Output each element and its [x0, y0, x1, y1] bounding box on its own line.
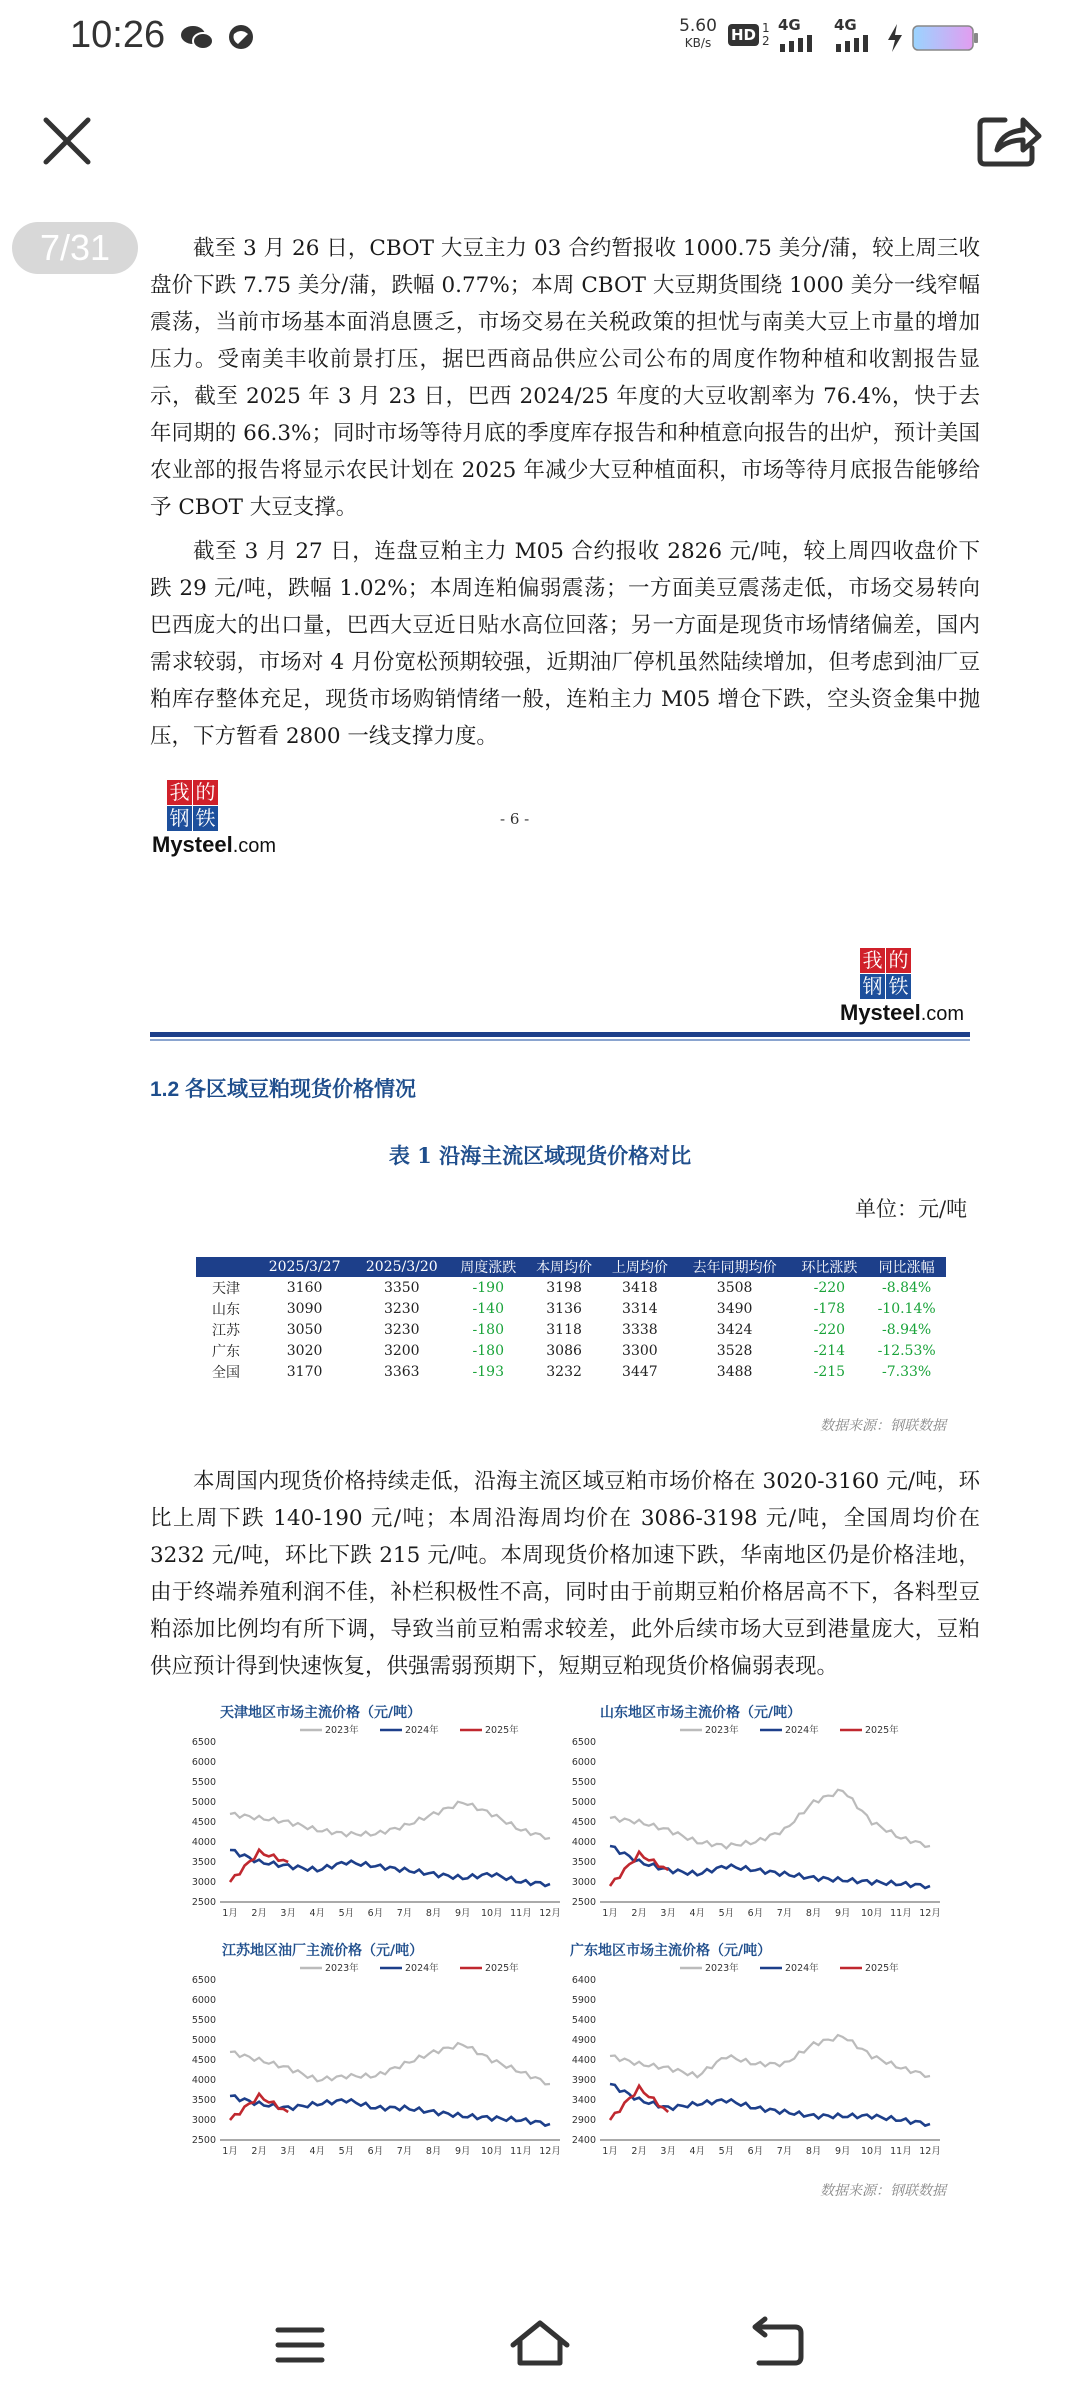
column-header: 周度涨跌: [450, 1257, 526, 1277]
mysteel-logo: [152, 780, 287, 860]
table-row: [196, 1277, 946, 1298]
x-tick-label: 5月: [338, 1908, 355, 1919]
logo-char: 的: [886, 948, 911, 973]
table-cell: 3314: [622, 1300, 658, 1317]
x-tick-label: 4月: [689, 1908, 706, 1919]
wechat-icon: [180, 24, 214, 50]
table-header-row: [196, 1257, 946, 1277]
menu-icon: [278, 2330, 322, 2360]
y-tick-label: 3900: [571, 2075, 596, 2086]
page-number: - 6 -: [500, 810, 530, 828]
logo-brand: Mysteel: [840, 1000, 921, 1025]
y-tick-label: 3000: [571, 1877, 596, 1888]
table-row: [196, 1340, 946, 1361]
table-cell: -10.14%: [877, 1300, 936, 1317]
table-cell: -193: [472, 1363, 504, 1380]
y-tick-label: 6500: [191, 1975, 216, 1986]
table-cell: -8.84%: [882, 1279, 932, 1296]
x-tick-label: 10月: [861, 1908, 883, 1919]
x-tick-label: 7月: [776, 1908, 793, 1919]
table-cell: -8.94%: [882, 1321, 932, 1338]
menu-button[interactable]: [270, 2320, 330, 2370]
y-tick-label: 6000: [191, 1757, 216, 1768]
x-tick-label: 1月: [602, 1908, 618, 1919]
y-tick-label: 5400: [571, 2015, 596, 2026]
table-cell: 3424: [716, 1321, 753, 1338]
series-line-2024年: [230, 2096, 550, 2126]
signal-1-icon: [778, 34, 820, 54]
legend-label: 2023年: [705, 1963, 739, 1974]
x-tick-label: 2月: [631, 1908, 647, 1919]
y-tick-label: 5000: [191, 1797, 216, 1808]
chart-title: 江苏地区油厂主流价格（元/吨）: [222, 1943, 424, 1959]
x-tick-label: 9月: [834, 1908, 851, 1919]
x-tick-label: 5月: [718, 2146, 735, 2157]
x-tick-label: 9月: [834, 2146, 851, 2157]
y-tick-label: 5900: [571, 1995, 596, 2006]
legend-label: 2023年: [705, 1725, 739, 1736]
chart-title: 天津地区市场主流价格（元/吨）: [220, 1705, 422, 1721]
x-tick-label: 3月: [660, 2146, 676, 2157]
x-tick-label: 12月: [919, 2146, 941, 2157]
logo-char: 我: [167, 780, 192, 805]
x-tick-label: 8月: [425, 1908, 442, 1919]
y-tick-label: 3500: [191, 2095, 216, 2106]
column-header: 去年同期均价: [678, 1257, 792, 1277]
x-tick-label: 6月: [367, 1908, 384, 1919]
x-tick-label: 8月: [805, 1908, 822, 1919]
table-row: [196, 1361, 946, 1382]
x-tick-label: 12月: [539, 2146, 561, 2157]
table-cell: 3200: [383, 1342, 420, 1359]
header-divider-thin: [150, 1039, 970, 1041]
y-tick-label: 5000: [571, 1797, 596, 1808]
table-cell: 全国: [212, 1364, 240, 1381]
x-tick-label: 2月: [631, 2146, 647, 2157]
legend-label: 2025年: [485, 1725, 519, 1736]
y-tick-label: 4500: [191, 2055, 216, 2066]
y-tick-label: 6400: [571, 1975, 596, 1986]
table-row: [196, 1319, 946, 1340]
x-tick-label: 5月: [718, 1908, 735, 1919]
legend-label: 2025年: [865, 1963, 899, 1974]
table-cell: 3447: [622, 1363, 658, 1380]
table-cell: 3363: [383, 1363, 420, 1380]
logo-domain: .com: [920, 1003, 965, 1025]
home-button[interactable]: [505, 2315, 575, 2370]
table-cell: -190: [472, 1279, 504, 1296]
table-cell: -12.53%: [877, 1342, 936, 1359]
network-speed: [676, 18, 720, 52]
home-icon: [513, 2323, 567, 2363]
x-tick-label: 1月: [222, 2146, 238, 2157]
x-tick-label: 11月: [890, 2146, 912, 2157]
y-tick-label: 4000: [571, 1837, 596, 1848]
table-cell: 3490: [716, 1300, 753, 1317]
legend-label: 2025年: [865, 1725, 899, 1736]
table-cell: -180: [472, 1321, 504, 1338]
navigation-bar: [0, 2290, 1080, 2408]
x-tick-label: 6月: [747, 2146, 764, 2157]
x-tick-label: 11月: [890, 1908, 912, 1919]
logo-char: 钢: [167, 806, 192, 831]
table-unit: 单位：元/吨: [855, 1197, 968, 1221]
series-line-2023年: [230, 2043, 550, 2084]
y-tick-label: 5500: [191, 2015, 216, 2026]
section-title: 1.2 各区域豆粕现货价格情况: [150, 1078, 417, 1101]
data-source: 数据来源：钢联数据: [820, 1418, 946, 1434]
y-tick-label: 4000: [191, 1837, 216, 1848]
y-tick-label: 2400: [571, 2135, 596, 2146]
y-tick-label: 5000: [191, 2035, 216, 2046]
signal-1-label: 4G: [778, 16, 801, 34]
table-cell: 3338: [622, 1321, 658, 1338]
close-button[interactable]: [38, 112, 96, 170]
table-cell: 3508: [716, 1279, 753, 1296]
table-cell: 3230: [383, 1321, 420, 1338]
x-tick-label: 9月: [454, 2146, 471, 2157]
y-tick-label: 2500: [191, 2135, 216, 2146]
table-cell: -214: [813, 1342, 846, 1359]
x-tick-label: 1月: [222, 1908, 238, 1919]
x-tick-label: 4月: [309, 1908, 326, 1919]
legend-label: 2024年: [405, 1963, 439, 1974]
table-cell: 3488: [716, 1363, 753, 1380]
x-tick-label: 7月: [776, 2146, 793, 2157]
price-table: [196, 1257, 946, 1382]
charts-grid: [150, 1700, 970, 2157]
table-cell: -178: [813, 1300, 846, 1317]
y-tick-label: 5500: [571, 1777, 596, 1788]
network-speed-unit: KB/s: [684, 36, 712, 50]
x-tick-label: 3月: [660, 1908, 676, 1919]
chart-shandong: [560, 1722, 950, 1922]
logo-char: 我: [860, 948, 885, 973]
signal-2-label: 4G: [834, 16, 857, 34]
y-tick-label: 6000: [191, 1995, 216, 2006]
browser-icon: [226, 22, 256, 52]
share-icon: [980, 120, 1039, 164]
y-tick-label: 2500: [571, 1897, 596, 1908]
paragraph-dce: 截至 3 月 27 日，连盘豆粕主力 M05 合约报收 2826 元/吨，较上周四收盘价下跌 29 元/吨，跌幅 1.02%；本周连粕偏弱震荡；一方面美豆震荡走低，市场交易转向巴西庞大的出口量，巴西大豆近日贴水高位回落；另一方面是现货市场情绪偏差，国内需求较弱，市场对 4 月份宽松预期较强，近期油厂停机虽然陆续增加，但考虑到油厂豆粕库存整体充足，现货市场购销情绪一般，连粕主力 M05 增仓下跌，空头资金集中抛压，下方暂看 2800 一线支撑力度。: [150, 539, 980, 749]
signal-2-icon: [834, 34, 876, 54]
x-tick-label: 4月: [309, 2146, 326, 2157]
series-line-2023年: [610, 2035, 930, 2077]
hd-icon: HD: [728, 24, 759, 46]
x-tick-label: 10月: [861, 2146, 883, 2157]
chart-tianjin: [180, 1722, 570, 1922]
x-tick-label: 3月: [280, 1908, 296, 1919]
table-cell: 3020: [286, 1342, 323, 1359]
close-icon: [46, 120, 88, 162]
x-tick-label: 10月: [481, 2146, 503, 2157]
battery-icon: [912, 24, 980, 52]
chart-guangdong: [560, 1960, 950, 2160]
paragraph-cbot: 截至 3 月 26 日，CBOT 大豆主力 03 合约暂报收 1000.75 美分/蒲，较上周三收盘价下跌 7.75 美分/蒲，跌幅 0.77%；本周 CBOT 大豆期货围绕 1000 美分一线窄幅震荡，当前市场基本面消息匮乏，市场交易在关税政策的担忧与南美大豆上市量的增加压力。受南美丰收前景打压，据巴西商品供应公司公布的周度作物种植和收割报告显示，截至 2025 年 3 月 23 日，巴西 2024/25 年度的大豆收割率为 76.4%，快于去年同期的 66.3%；同时市场等待月底的季度库存报告和种植意向报告的出炉，预计美国农业部的报告将显示农民计划在 2025 年减少大豆种植面积，市场等待月底报告能够给予 CBOT 大豆支撑。: [150, 236, 980, 520]
y-tick-label: 6500: [571, 1737, 596, 1748]
x-tick-label: 7月: [396, 2146, 413, 2157]
logo-domain: .com: [232, 835, 277, 857]
table-row: [196, 1298, 946, 1319]
column-header: 2025/3/27: [256, 1257, 353, 1277]
logo-wordmark: [152, 832, 276, 858]
column-header: 上周均价: [602, 1257, 678, 1277]
table-cell: -220: [813, 1279, 846, 1296]
back-button[interactable]: [745, 2315, 810, 2370]
y-tick-label: 4400: [571, 2055, 596, 2066]
column-header: 2025/3/20: [353, 1257, 450, 1277]
logo-char: 钢: [860, 974, 885, 999]
x-tick-label: 6月: [747, 1908, 764, 1919]
x-tick-label: 12月: [919, 1908, 941, 1919]
x-tick-label: 8月: [425, 2146, 442, 2157]
y-tick-label: 4000: [191, 2075, 216, 2086]
table-cell: -220: [813, 1321, 846, 1338]
x-tick-label: 12月: [539, 1908, 561, 1919]
legend-label: 2025年: [485, 1963, 519, 1974]
table-cell: -215: [813, 1363, 846, 1380]
table-cell: 3528: [716, 1342, 753, 1359]
x-tick-label: 11月: [510, 1908, 532, 1919]
x-tick-label: 10月: [481, 1908, 503, 1919]
y-tick-label: 3000: [191, 2115, 216, 2126]
logo-char: 铁: [886, 974, 911, 999]
column-header: 本周均价: [526, 1257, 602, 1277]
series-line-2024年: [230, 1850, 550, 1886]
y-tick-label: 4500: [571, 1817, 596, 1828]
table-cell: 3300: [622, 1342, 658, 1359]
y-tick-label: 3400: [571, 2095, 596, 2106]
charging-icon: [884, 22, 906, 54]
y-tick-label: 3500: [191, 1857, 216, 1868]
table-cell: 山东: [212, 1301, 240, 1318]
x-tick-label: 5月: [338, 2146, 355, 2157]
y-tick-label: 2900: [571, 2115, 596, 2126]
table-cell: -7.33%: [882, 1363, 932, 1380]
table-cell: 3350: [383, 1279, 420, 1296]
legend-label: 2024年: [405, 1725, 439, 1736]
legend-label: 2023年: [325, 1725, 359, 1736]
column-header: 环比涨跌: [791, 1257, 867, 1277]
x-tick-label: 8月: [805, 2146, 822, 2157]
legend-label: 2024年: [785, 1963, 819, 1974]
table-cell: 天津: [212, 1280, 240, 1297]
table-cell: 3232: [546, 1363, 582, 1380]
legend-label: 2023年: [325, 1963, 359, 1974]
mysteel-logo-header: [840, 948, 975, 1028]
status-bar: [0, 0, 1080, 90]
y-tick-label: 6000: [571, 1757, 596, 1768]
x-tick-label: 6月: [367, 2146, 384, 2157]
y-tick-label: 3500: [571, 1857, 596, 1868]
x-tick-label: 11月: [510, 2146, 532, 2157]
y-tick-label: 6500: [191, 1737, 216, 1748]
x-tick-label: 3月: [280, 2146, 296, 2157]
table-cell: 3230: [383, 1300, 420, 1317]
clock: 10:26: [70, 14, 166, 56]
table-cell: 江苏: [212, 1322, 240, 1339]
table-cell: 3136: [546, 1300, 582, 1317]
header-divider: [150, 1032, 970, 1037]
page-indicator: 7/31: [12, 222, 138, 274]
column-header: [196, 1257, 256, 1277]
x-tick-label: 4月: [689, 2146, 706, 2157]
back-icon: [755, 2319, 801, 2363]
table-title: 表 1 沿海主流区域现货价格对比: [388, 1143, 692, 1168]
chart-jiangsu: [180, 1960, 570, 2160]
x-tick-label: 2月: [251, 2146, 267, 2157]
y-tick-label: 4500: [191, 1817, 216, 1828]
series-line-2023年: [610, 1790, 930, 1849]
legend-label: 2024年: [785, 1725, 819, 1736]
table-cell: 广东: [212, 1343, 240, 1360]
y-tick-label: 5500: [191, 1777, 216, 1788]
table-cell: -180: [472, 1342, 504, 1359]
data-source-2: 数据来源：钢联数据: [820, 2183, 946, 2199]
y-tick-label: 2500: [191, 1897, 216, 1908]
share-button[interactable]: [975, 112, 1043, 170]
table-cell: 3050: [286, 1321, 323, 1338]
x-tick-label: 7月: [396, 1908, 413, 1919]
paragraph-spot-price: 本周国内现货价格持续走低，沿海主流区域豆粕市场价格在 3020-3160 元/吨，环比上周下跌 140-190 元/吨；本周沿海周均价在 3086-3198 元/吨，全国周均价在 3232 元/吨，环比下跌 215 元/吨。本周现货价格加速下跌，华南地区仍是价格洼地，由于终端养殖利润不佳，补栏积极性不高，同时由于前期豆粕价格居高不下，各料型豆粕添加比例均有所下调，导致当前豆粕需求较差，此外后续市场大豆到港量庞大，豆粕供应预计得到快速恢复，供强需弱预期下，短期豆粕现货价格偏弱表现。: [150, 1469, 980, 1679]
series-line-2025年: [230, 2094, 288, 2120]
table-cell: 3170: [286, 1363, 323, 1380]
x-tick-label: 2月: [251, 1908, 267, 1919]
table-cell: -140: [472, 1300, 504, 1317]
chart-title: 广东地区市场主流价格（元/吨）: [570, 1943, 772, 1959]
table-cell: 3418: [622, 1279, 658, 1296]
logo-brand: Mysteel: [152, 832, 233, 857]
network-speed-value: 5.60: [679, 16, 717, 36]
y-tick-label: 4900: [571, 2035, 596, 2046]
x-tick-label: 1月: [602, 2146, 618, 2157]
table-cell: 3160: [286, 1279, 323, 1296]
logo-wordmark: [840, 1000, 964, 1026]
logo-char: 的: [193, 780, 218, 805]
column-header: 同比涨幅: [867, 1257, 946, 1277]
sim-index-icon: 1 2: [762, 21, 770, 48]
x-tick-label: 9月: [454, 1908, 471, 1919]
table-cell: 3086: [546, 1342, 582, 1359]
series-line-2023年: [230, 1802, 550, 1839]
chart-title: 山东地区市场主流价格（元/吨）: [600, 1705, 802, 1721]
table-cell: 3090: [286, 1300, 323, 1317]
y-tick-label: 3000: [191, 1877, 216, 1888]
table-cell: 3198: [546, 1279, 582, 1296]
table-cell: 3118: [546, 1321, 582, 1338]
logo-char: 铁: [193, 806, 218, 831]
